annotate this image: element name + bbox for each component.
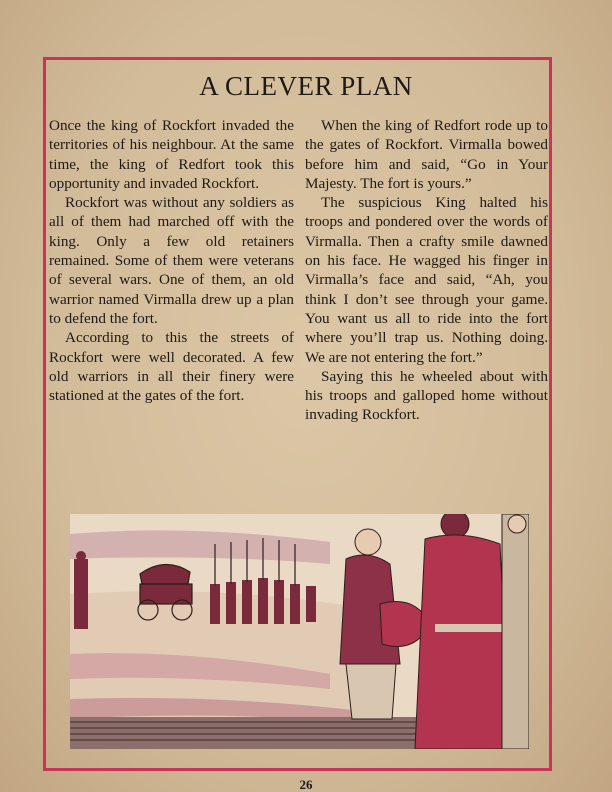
story-title: A CLEVER PLAN (199, 71, 413, 101)
paragraph: The suspicious King halted his troops and pondered over the words of Virmalla. Then a crafty smile dawned on his face. He wagged his finger in Virmalla’s face and said, “Ah, you think I don’t see through your game. You want us all to ride into the fort where you’ll trap us. Nothing doing. We are not entering the fort.” (305, 194, 548, 366)
paragraph: According to this the streets of Rockfort were well decorated. A few old warriors in all their finery were stationed at the gates of the fort. (49, 329, 294, 405)
paragraph: When the king of Redfort rode up to the gates of Rockfort. Virmalla bowed before him and said, “Go in Your Majesty. The fort is yours.” (305, 117, 548, 192)
paragraph: Once the king of Rockfort invaded the territories of his neighbour. At the same time, the king of Redfort took this opportunity and invaded Rockfort. (49, 117, 294, 192)
right-text-column (305, 116, 548, 425)
page-number: 26 (299, 777, 313, 792)
paragraph: Saying this he wheeled about with his troops and galloped home without invading Rockfort. (305, 367, 548, 424)
illustration-drawing (70, 514, 529, 749)
paragraph: Rockfort was without any soldiers as all of them had marched off with the king. Only a few old retainers remained. Some of them were veterans of several wars. One of them, an old warrior named Virmalla drew up a plan to defend the fort. (49, 194, 294, 327)
story-illustration (70, 514, 529, 749)
left-text-column (49, 116, 294, 405)
